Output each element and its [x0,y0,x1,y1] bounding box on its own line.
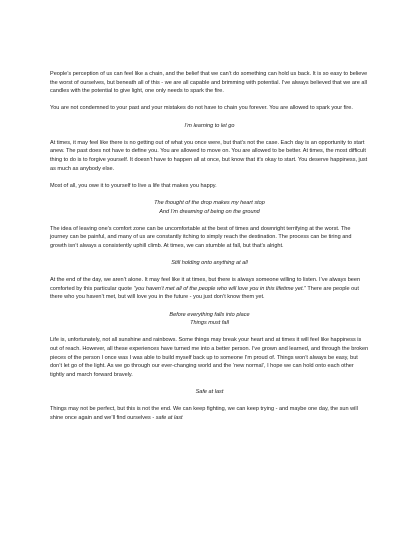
heading-line: Still holding onto anything at all [171,260,248,267]
heading-line: I’m learning to let go [184,122,235,129]
heading-line: Safe at last [195,388,224,395]
paragraph-perception: People’s perception of us can feel like a chain, and the belief that we can’t do something can hold us back. It is so easy to believe the worst of ourselves, but beneath all of this - we are all capable and brimming with potential. I’ve always believed that we are all candles with the potential to give light, one only needs to spark the fire. [50,71,368,95]
heading-line: And I’m dreaming of being on the ground [159,208,260,215]
paragraph-not-condemned: You are not condemned to your past and your mistakes do not have to chain you forever. You are allowed to spark your fire. [50,105,353,112]
heading-thought-of-drop [50,199,369,216]
paragraph-text: There are people out there who you haven’t met, but will love you in the future - you just don’t know them yet. [50,285,359,301]
paragraph-start-anew: At times, it may feel like there is no getting out of what you once were, but that’s not the case. Each day is an opportunity to start anew. The past does not have to define you. You are allowed to move on. You are allowed to be better. At times, the most difficult thing to do is to forgive yourself. It doesn’t have to happen all at once, but know that it’s okay to start. You deserve happiness, just as much as anybody else. [50,139,368,172]
heading-still-holding-on [50,259,369,268]
paragraph-comfort-zone: The idea of leaving one’s comfort zone can be uncomfortable at the best of times and downright terrifying at the worst. The journey can be painful, and many of us are constantly itching to simply reach the destination. The process can be tiring and growth isn’t always a consistently uphill climb. At times, we can stumble at fall, but that’s alright. [50,225,352,249]
heading-line: Before everything falls into place [169,311,250,318]
heading-before-everything-falls [50,311,369,328]
paragraph-not-alone [50,276,369,302]
paragraph-sunshine-rainbows: Life is, unfortunately, not all sunshine and rainbows. Some things may break your heart and at times it will feel like happiness is out of reach. However, all these experiences have turned me into a better person. I’ve grown and learned, and through the broken pieces of the person I once was I was able to build myself back up to someone I’m proud of. Things won’t always be easy, but don’t let go of the light. As we go through our ever-changing world and the ‘new normal’, I hope we can hold onto each other tightly and march forward bravely. [50,337,369,378]
paragraph-text: Things may not be perfect, but this is not the end. We can keep fighting, we can keep trying - and maybe one day, the sun will shine once again and we’ll find ourselves - [50,406,358,421]
heading-line: Things must fall [190,320,229,327]
quote-text: “you haven’t met all of the people who will love you in this lifetime yet.” [133,285,306,292]
heading-safe-at-last [50,388,369,397]
paragraph-owe-yourself: Most of all, you owe it to yourself to live a life that makes you happy. [50,182,217,189]
paragraph-text: At the end of the day, we aren’t alone. It may feel like it at times, but there is always someone willing to listen. I’ve always been comforted by this particular quote [50,277,361,292]
closing-italic-text: safe at last [155,414,183,421]
paragraph-not-the-end [50,405,369,422]
heading-learning-to-let-go [50,122,369,131]
heading-line: The thought of the drop makes my heart stop [154,199,265,206]
